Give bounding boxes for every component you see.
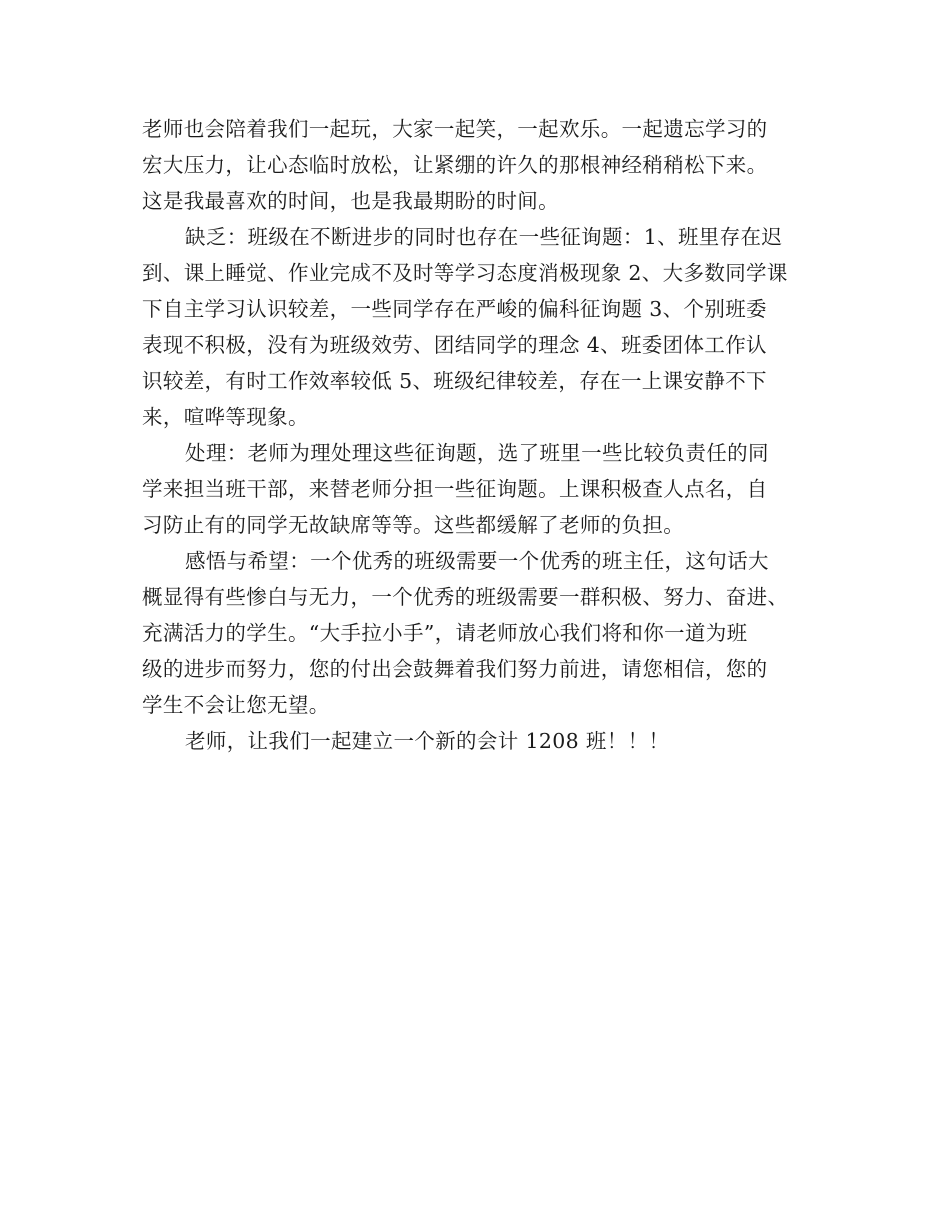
text-line: 表现不积极，没有为班级效劳、团结同学的理念 4、班委团体工作认 bbox=[142, 333, 767, 357]
paragraph-start-line: 感悟与希望：一个优秀的班级需要一个优秀的班主任，这句话大 bbox=[185, 549, 769, 573]
text-line: 这是我最喜欢的时间，也是我最期盼的时间。 bbox=[142, 189, 559, 213]
text-line: 习防止有的同学无故缺席等等。这些都缓解了老师的负担。 bbox=[142, 513, 685, 537]
text-line: 学来担当班干部，来替老师分担一些征询题。上课积极查人点名，自 bbox=[142, 477, 768, 501]
paragraph-start-line: 处理：老师为理处理这些征询题，选了班里一些比较负责任的同 bbox=[185, 441, 769, 465]
text-line: 宏大压力，让心态临时放松，让紧绷的许久的那根神经稍稍松下来。 bbox=[142, 153, 768, 177]
text-line: 识较差，有时工作效率较低 5、班级纪律较差，存在一上课安静不下 bbox=[142, 369, 767, 393]
paragraph-start-line: 老师，让我们一起建立一个新的会计 1208 班！！！ bbox=[185, 729, 670, 753]
text-line: 老师也会陪着我们一起玩，大家一起笑，一起欢乐。一起遗忘学习的 bbox=[142, 117, 768, 141]
text-line: 下自主学习认识较差，一些同学存在严峻的偏科征询题 3、个别班委 bbox=[142, 297, 767, 321]
text-line: 学生不会让您无望。 bbox=[142, 693, 330, 717]
paragraph-start-line: 缺乏：班级在不断进步的同时也存在一些征询题：1、班里存在迟 bbox=[185, 225, 783, 249]
text-line: 到、课上睡觉、作业完成不及时等学习态度消极现象 2、大多数同学课 bbox=[142, 261, 788, 285]
text-line: 充满活力的学生。“大手拉小手”，请老师放心我们将和你一道为班 bbox=[142, 621, 748, 645]
text-line: 来，喧哗等现象。 bbox=[142, 405, 309, 429]
text-line: 级的进步而努力，您的付出会鼓舞着我们努力前进，请您相信，您的 bbox=[142, 657, 768, 681]
text-line: 概显得有些惨白与无力，一个优秀的班级需要一群积极、努力、奋进、 bbox=[142, 585, 789, 609]
